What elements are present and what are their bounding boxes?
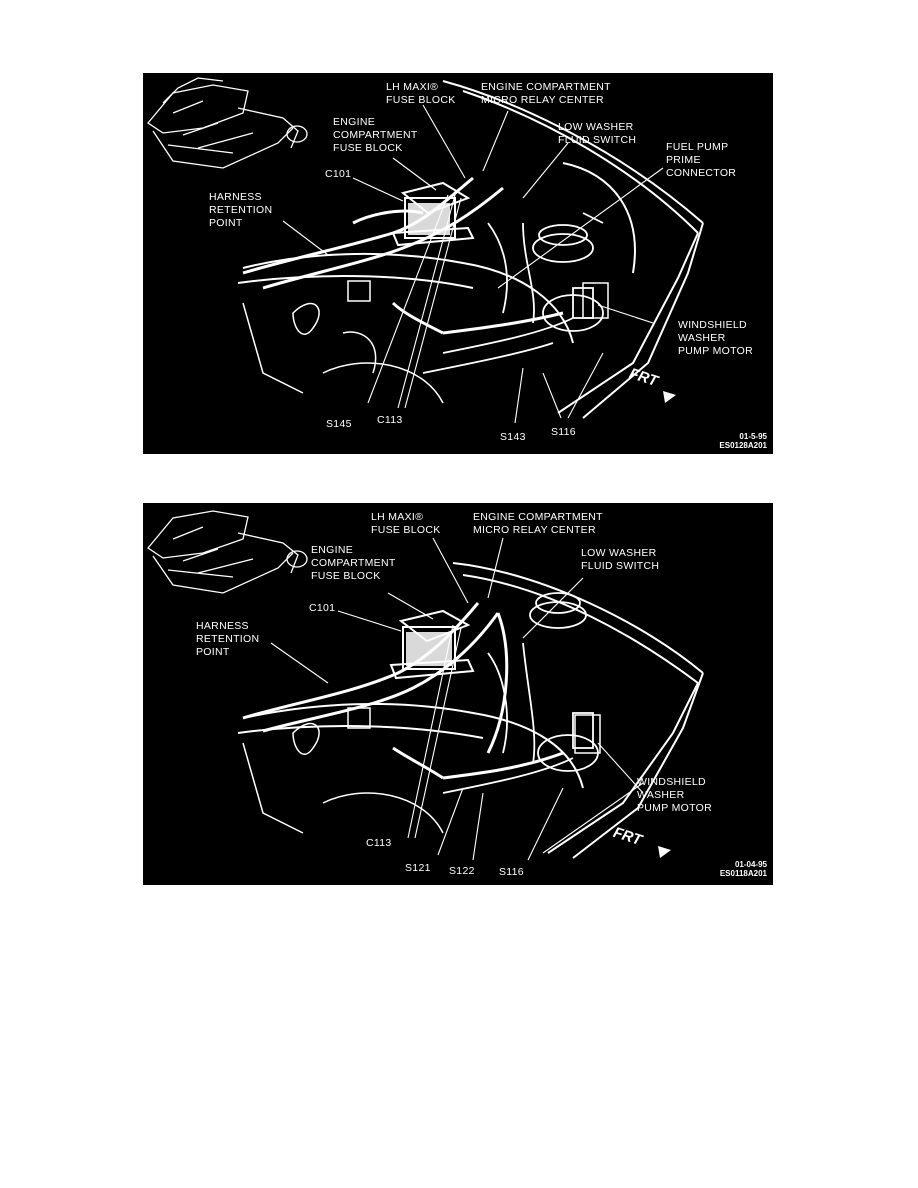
harness-retention-point-label: HARNESS RETENTION POINT [209,191,273,229]
s143-label: S143 [500,431,526,443]
s121-label: S121 [405,862,431,874]
windshield-washer-pump-motor-label: WINDSHIELD WASHER PUMP MOTOR [637,776,712,814]
low-washer-fluid-switch-label: LOW WASHER FLUID SWITCH [581,547,660,572]
lh-maxi-fuse-block-label: LH MAXI® FUSE BLOCK [371,511,441,536]
low-washer-fluid-switch-label: LOW WASHER FLUID SWITCH [558,121,637,146]
engine-compartment-diagram-1 [143,73,773,454]
engine-compartment-diagram-2 [143,503,773,885]
fuse-block-label: ENGINE COMPARTMENT FUSE BLOCK [333,116,418,154]
s116-label: S116 [499,866,524,878]
c101-label: C101 [309,602,336,614]
s116-label: S116 [551,426,576,438]
figure-code: 01-5-95 ES0128A201 [719,432,767,450]
windshield-washer-pump-motor-label: WINDSHIELD WASHER PUMP MOTOR [678,319,753,357]
figure-code: 01-04-95 ES0118A201 [719,860,767,878]
s145-label: S145 [326,418,352,430]
front-direction-label: FRT [627,364,660,391]
fuse-block-label: ENGINE COMPARTMENT FUSE BLOCK [311,544,396,582]
engine-compartment-drawing [143,503,773,885]
c113-label: C113 [366,837,392,849]
engine-compartment-drawing [143,73,773,454]
fuel-pump-prime-connector-label: FUEL PUMP PRIME CONNECTOR [666,141,737,179]
c101-label: C101 [325,168,352,180]
harness-retention-point-label: HARNESS RETENTION POINT [196,620,260,658]
c113-label: C113 [377,414,403,426]
micro-relay-center-label: ENGINE COMPARTMENT MICRO RELAY CENTER [481,81,611,106]
s122-label: S122 [449,865,475,877]
front-direction-label: FRT [611,823,644,850]
micro-relay-center-label: ENGINE COMPARTMENT MICRO RELAY CENTER [473,511,603,536]
lh-maxi-fuse-block-label: LH MAXI® FUSE BLOCK [386,81,456,106]
